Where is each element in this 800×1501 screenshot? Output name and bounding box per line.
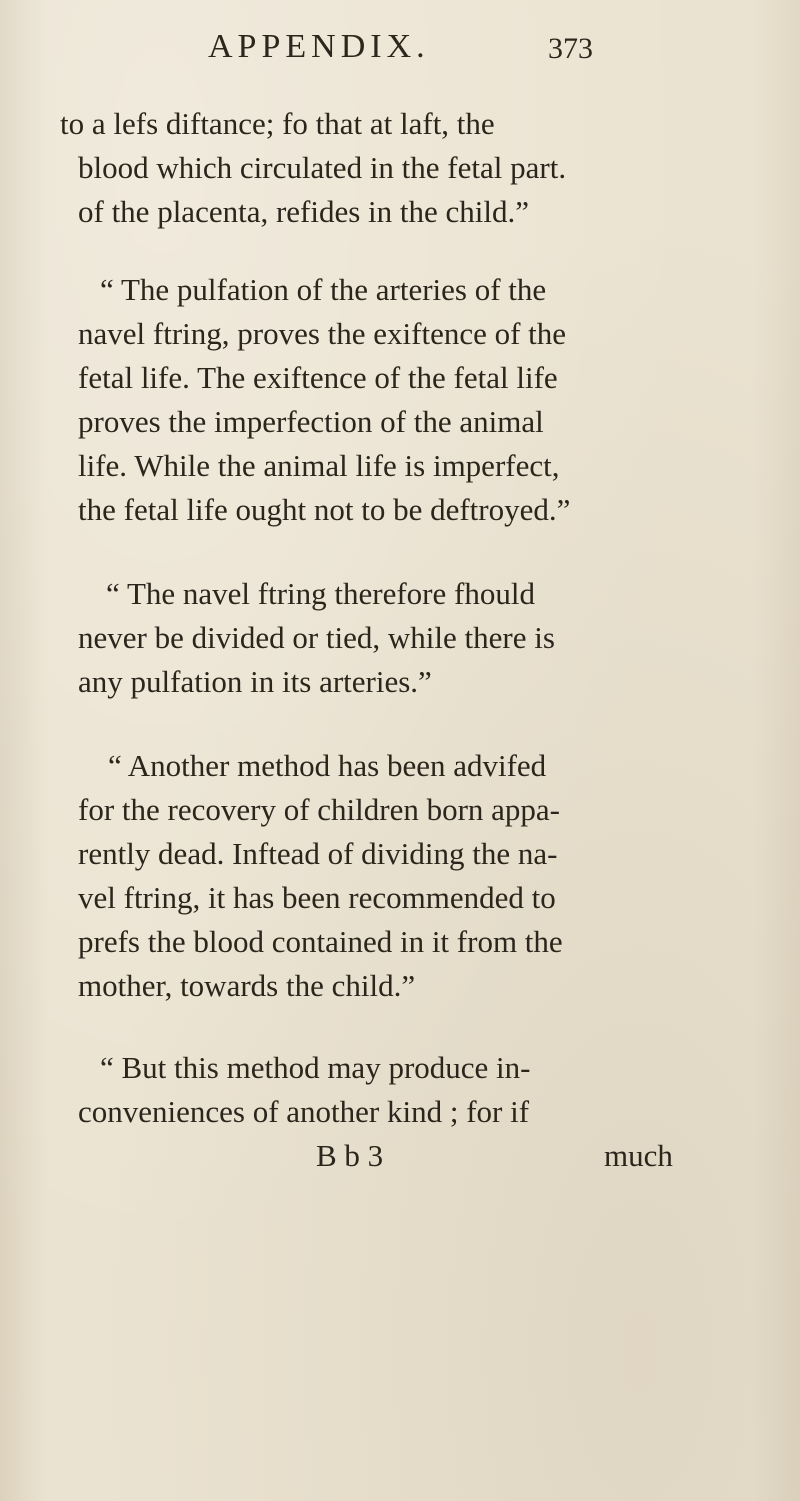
- text-line: prefs the blood contained in it from the: [78, 924, 563, 959]
- text-line: never be divided or tied, while there is: [78, 620, 555, 655]
- text-line: proves the imperfection of the animal: [78, 404, 544, 439]
- text-line: vel ftring, it has been recommended to: [78, 880, 556, 915]
- text-line: conveniences of another kind ; for if: [78, 1094, 530, 1129]
- text-line: the fetal life ought not to be deftroyed.”: [78, 492, 571, 527]
- text-line: life. While the animal life is imperfect,: [78, 448, 560, 483]
- page-header: [0, 28, 800, 78]
- page-number: 373: [548, 32, 593, 65]
- text-line: to a lefs diftance; fo that at laft, the: [60, 106, 495, 141]
- running-head: APPENDIX.: [208, 28, 430, 65]
- text-line: fetal life. The exiftence of the fetal life: [78, 360, 558, 395]
- text-line: rently dead. Inftead of dividing the na-: [78, 836, 558, 871]
- text-line: “ The pulfation of the arteries of the: [100, 272, 547, 307]
- text-line: for the recovery of children born appa-: [78, 792, 560, 827]
- catchword: much: [604, 1138, 673, 1173]
- signature-mark: B b 3: [316, 1138, 384, 1173]
- text-line: “ But this method may produce in-: [100, 1050, 531, 1085]
- text-line: mother, towards the child.”: [78, 968, 416, 1003]
- text-line: any pulfation in its arteries.”: [78, 664, 432, 699]
- text-line: of the placenta, refides in the child.”: [78, 194, 530, 229]
- text-line: “ The navel ftring therefore fhould: [106, 576, 535, 611]
- text-line: blood which circulated in the fetal part.: [78, 150, 567, 185]
- text-line: navel ftring, proves the exiftence of the: [78, 316, 567, 351]
- text-line: “ Another method has been advifed: [108, 748, 547, 783]
